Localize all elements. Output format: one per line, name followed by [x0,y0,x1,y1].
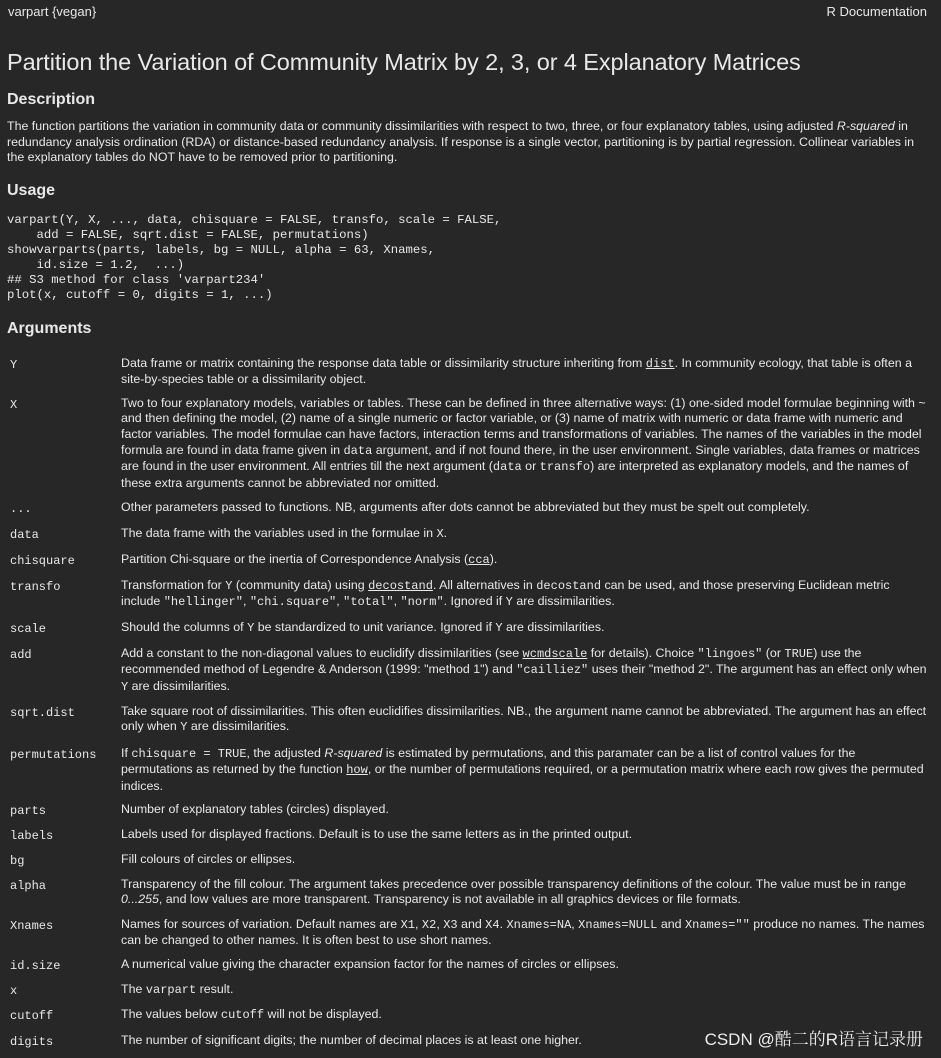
argument-description [121,617,941,643]
argument-description [121,799,941,824]
argument-name: scale [10,621,47,636]
argument-name: digits [10,1034,54,1049]
description-text: If [121,745,132,760]
argument-row [0,353,941,393]
description-text: ) use the recommended method of Legendre & Anderson (1999: "method 1") and [121,645,862,677]
argument-name: ... [10,501,32,516]
argument-row [0,643,941,701]
description-text: (community data) using [232,577,369,592]
description-text: Names for sources of variation. Default names are [121,916,401,931]
argument-row [0,799,941,824]
inline-code: Xnames=NA [506,917,572,932]
description-text: . All alternatives in [432,577,537,592]
description-text: , [571,916,579,931]
inline-code: Y [495,620,503,635]
inline-code: Y [121,679,129,694]
description-emphasis: R-squared [836,119,895,133]
description-text: Transparency of the fill colour. The argument takes precedence over possible transparency definitions of the colour. The value must be in range [121,876,906,891]
description-text: . In community ecology, that table is often a site-by-species table or a dissimilarity object. [121,355,912,387]
argument-name: transfo [10,579,61,594]
description-text: are dissimilarities. [502,619,605,634]
argument-description [121,523,941,549]
description-text: The [121,981,146,996]
function-link[interactable]: decostand [368,578,433,593]
description-text: will not be displayed. [264,1006,382,1021]
description-text: Other parameters passed to functions. NB, arguments after dots cannot be abbreviated but they must be spelt out completely. [121,499,810,514]
arguments-heading: Arguments [7,319,92,337]
description-text: . Ignored if [443,594,506,609]
description-text-2: in redundancy analysis ordination (RDA) or distance-based redundancy analysis. If response is a single vector, partitioning is by partial regression. Collinear variables in the explanatory tables do NOT have to be removed prior to partitioning. [7,119,915,165]
argument-name: chisquare [10,553,75,568]
argument-name: sqrt.dist [10,705,75,720]
argument-name: parts [10,803,47,818]
argument-row [0,701,941,743]
description-text: argument, and if not found there, in the user environment. Single variables, data frames or matrices are found in the user environment. All entries till the next argument ( [121,442,920,474]
description-text: is estimated by permutations, and this paramater can be a list of control values for the permutations as returned by the function [121,745,856,777]
description-text: A numerical value giving the character expansion factor for the names of circles or ellipses. [121,956,619,971]
argument-description [121,979,941,1004]
description-text: Add a constant to the non-diagonal values to euclidify dissimilarities (see [121,645,523,660]
arguments-table [0,353,941,1056]
description-text: are dissimilarities. [187,719,290,734]
inline-code: Xnames=NULL [578,917,658,932]
description-text: The values below [121,1006,221,1021]
inline-code: "lingoes" [697,646,763,661]
argument-description [121,1004,941,1030]
argument-row [0,1004,941,1030]
description-text: Number of explanatory tables (circles) displayed. [121,801,389,816]
description-text: can be used, and those preserving Euclidean metric include [121,577,890,609]
argument-row [0,954,941,979]
argument-row [0,575,941,617]
argument-name: data [10,527,39,542]
description-text: (or [762,645,785,660]
description-text: for details). Choice [587,645,698,660]
argument-name: Y [10,357,18,372]
description-text: Labels used for displayed fractions. Default is to use the same letters as in the printed output. [121,826,633,841]
argument-name: add [10,647,32,662]
description-text: Data frame or matrix containing the response data table or dissimilarity structure inheriting from [121,355,646,370]
argument-row [0,849,941,874]
description-text: result. [196,981,234,996]
argument-name: Xnames [10,918,54,933]
inline-code: "total" [343,595,394,610]
argument-description [121,643,941,701]
inline-code: cutoff [220,1007,265,1022]
inline-code: "chi.square" [249,595,337,610]
description-text: . [499,916,507,931]
description-text: , [393,594,401,609]
description-text: be standardized to unit variance. Ignored if [254,619,496,634]
csdn-watermark: CSDN @酷二的R语言记录册 [704,1030,923,1050]
argument-row [0,824,941,849]
argument-description [121,954,941,979]
argument-description [121,353,941,393]
argument-name: cutoff [10,1008,54,1023]
description-text: Two to four explanatory models, variables or tables. These can be defined in three alternative ways: (1) one-sided model formulae beginning with ~ and then defining the model, (2) name of a single numeric or factor variable, or (3) name of matrix with numeric or data frame with numeric and factor variables. The model formulae can have factors, interaction terms and transformations of variables. The names of the variables in the model formula are found in data frame given in [121,395,926,457]
argument-description [121,824,941,849]
inline-code: Y [180,720,188,735]
argument-row [0,523,941,549]
argument-row [0,617,941,643]
argument-row [0,497,941,523]
inline-code: transfo [539,460,591,475]
function-link[interactable]: how [346,763,368,778]
description-text: are dissimilarities. [128,678,231,693]
argument-description [121,914,941,954]
inline-code: TRUE [784,646,814,661]
description-text: ) are interpreted as explanatory models, and the names of these extra arguments cannot be abbreviated nor omitted. [121,459,909,490]
description-text: Partition Chi-square or the inertia of Correspondence Analysis ( [121,551,469,566]
description-text: uses their "method 2". The argument has an effect only when [588,662,927,677]
description-text: are dissimilarities. [512,594,615,609]
inline-code: X3 [443,917,458,932]
argument-row [0,743,941,799]
argument-name: bg [10,853,25,868]
argument-name: labels [10,828,54,843]
page-title: Partition the Variation of Community Matrix by 2, 3, or 4 Explanatory Matrices [7,49,801,75]
function-link[interactable]: dist [645,356,675,371]
argument-row [0,914,941,954]
doc-header [0,0,941,22]
usage-code: varpart(Y, X, ..., data, chisquare = FALSE, transfo, scale = FALSE, add = FALSE, sqrt.dist = FALSE, permutations) showvarparts(parts, labels, bg = NULL, alpha = 63, Xnames, id.size = 1.2, ...) ## S3 method for class 'varpart234' plot(x, cutoff = 0, digits = 1, ...) [7,212,502,302]
function-link[interactable]: cca [468,552,490,567]
arguments-section [0,319,941,1056]
inline-code: data [492,460,522,475]
usage-section [0,181,941,303]
inline-code: X [436,526,444,541]
description-text: , or the number of permutations required, or a permutation matrix where each row gives the permuted indices. [121,762,924,793]
description-text-1: The function partitions the variation in community data or community dissimilarities with respect to two, three, or four explanatory tables, using adjusted [7,119,837,133]
description-text: , [242,594,250,609]
inline-code: Y [225,578,233,593]
description-section [0,90,941,166]
emphasis-text: R-squared [324,745,383,760]
argument-description [121,549,941,575]
inline-code: varpart [145,982,197,997]
argument-row [0,874,941,914]
argument-description [121,701,941,743]
argument-description [121,874,941,914]
inline-code: data [343,443,373,458]
argument-name: X [10,397,18,412]
package-label: varpart {vegan} [8,4,97,19]
inline-code: X4 [485,917,500,932]
usage-heading: Usage [7,181,56,199]
r-documentation-label: R Documentation [826,4,927,19]
inline-code: chisquare = TRUE [131,746,247,761]
description-text: and [657,916,685,931]
description-text: , [336,594,344,609]
description-text: , the adjusted [246,745,325,760]
argument-description [121,393,941,497]
description-text: The number of significant digits; the number of decimal places is at least one higher. [121,1032,582,1047]
function-link[interactable]: wcmdscale [522,646,588,661]
argument-name: x [10,983,18,998]
inline-code: X2 [421,917,437,932]
description-text: Transformation for [121,577,226,592]
description-text: Take square root of dissimilarities. This often euclidifies dissimilarities. NB., the argument name cannot be abbreviated. The argument has an effect only when [121,703,927,734]
inline-code: "hellinger" [163,595,243,610]
argument-description [121,743,941,799]
inline-code: decostand [536,578,602,593]
description-text: Fill colours of circles or ellipses. [121,851,296,866]
inline-code: "cailliez" [516,663,589,678]
inline-code: Xnames="" [684,917,750,932]
argument-description [121,497,941,523]
description-text: and [457,916,486,931]
argument-description [121,849,941,874]
description-text: , [415,916,422,931]
inline-code: Y [505,595,513,610]
argument-description [121,575,941,617]
description-text: . [443,525,448,540]
inline-code: "norm" [400,595,444,610]
description-text [7,119,941,166]
argument-row [0,979,941,1004]
argument-name: alpha [10,878,47,893]
argument-name: permutations [10,747,97,762]
inline-code: X1 [400,917,416,932]
description-text: , and low values are more transparent. Transparency is not available in all graphics devices or file formats. [158,892,741,907]
description-text: Should the columns of [121,619,248,634]
emphasis-text: 0...255 [121,892,159,907]
description-text: or [521,459,540,474]
description-text: The data frame with the variables used in the formulae in [121,525,437,540]
description-text: ). [489,551,498,566]
argument-row [0,393,941,497]
description-text: produce no names. The names can be changed to other names. It is often best to use short names. [121,916,925,948]
argument-row [0,549,941,575]
description-text: , [436,916,444,931]
description-heading: Description [7,91,96,108]
argument-name: id.size [10,958,61,973]
inline-code: Y [247,620,255,635]
